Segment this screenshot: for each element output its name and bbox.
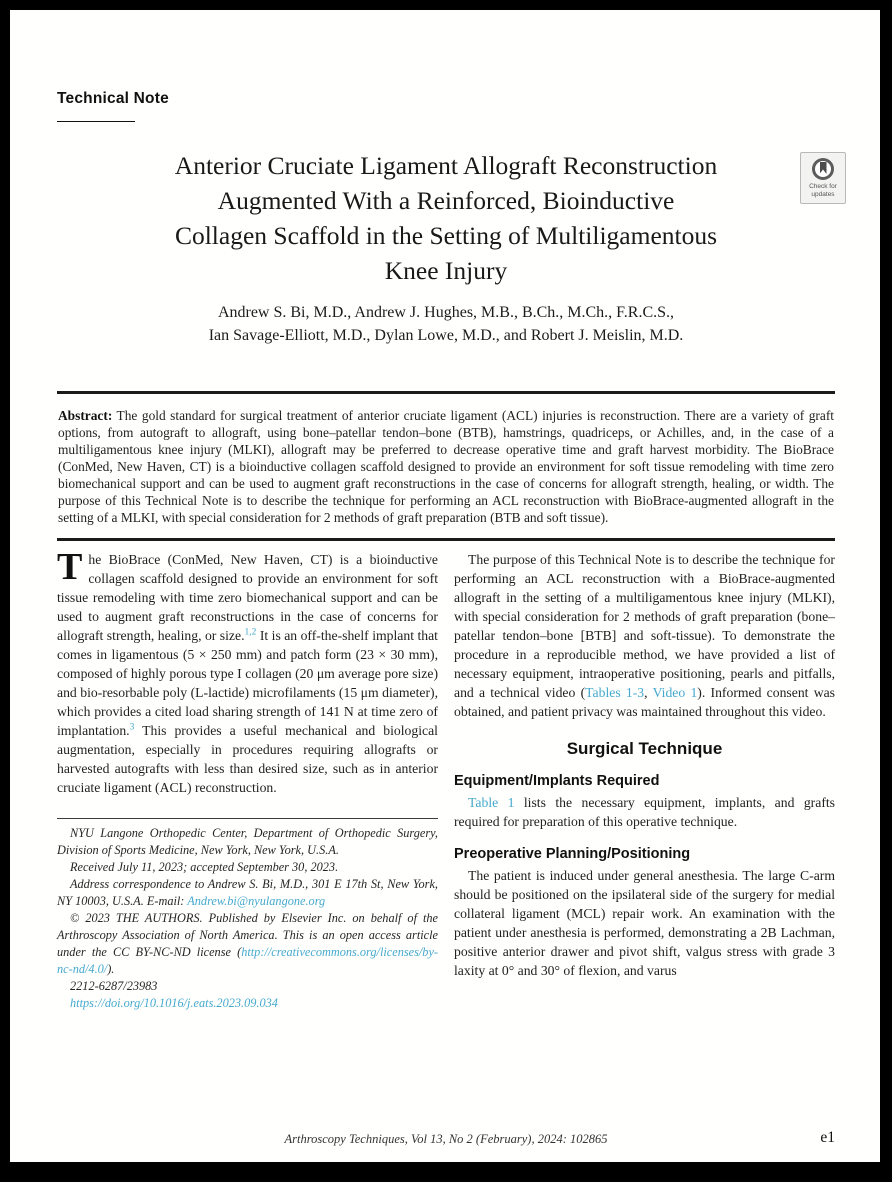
equipment-heading: Equipment/Implants Required — [454, 773, 660, 789]
purpose-text-3: ). Informed consent was obtained, and patient privacy was maintained throughout this video. — [454, 685, 835, 719]
doi-link[interactable]: https://doi.org/10.1016/j.eats.2023.09.034 — [70, 996, 278, 1010]
article-page — [10, 10, 880, 1162]
crossmark-icon — [812, 158, 834, 180]
section-label: Technical Note — [57, 90, 169, 107]
video-1-link[interactable]: Video 1 — [652, 685, 698, 700]
correspondence-text: Address correspondence to Andrew S. Bi, M.D., 301 E 17th St, New York, NY 10003, U.S.A. E-mail: — [57, 877, 438, 908]
purpose-text-2: , — [644, 685, 653, 700]
footnote-issn: 2212-6287/23983 — [70, 979, 158, 993]
title-line-3: Collagen Scaffold in the Setting of Multiligamentous — [174, 221, 718, 250]
abstract-block — [57, 391, 835, 541]
journal-citation: Arthroscopy Techniques, Vol 13, No 2 (February), 2024: 102865 — [284, 1132, 608, 1146]
footnote-affiliation: NYU Langone Orthopedic Center, Department of Orthopedic Surgery, Division of Sports Medicine, New York, New York, U.S.A. — [57, 826, 438, 857]
bookmark-icon — [820, 162, 827, 174]
page-content — [10, 10, 880, 1012]
license-link[interactable]: http://creativecommons.org/licenses/by-nc-nd/4.0/ — [57, 945, 438, 976]
abstract-label: Abstract: — [58, 408, 113, 423]
intro-text-3: This provides a useful mechanical and biological augmentation, especially in procedures requiring allografts or harvested autografts with less than desired size, such as in anterior cruciate ligament (ACL) reconstruction. — [57, 723, 438, 795]
table-1-link[interactable]: Table 1 — [468, 795, 515, 810]
badge-label-line-1: Check for — [809, 183, 837, 190]
intro-text-1: he BioBrace (ConMed, New Haven, CT) is a bioinductive collagen scaffold designed to provide an environment for soft tissue remodeling with time zero biomechanical support and can be used to augment graft reconstructions in the case of concerns for allograft strength, healing, or size. — [57, 552, 438, 643]
preop-heading: Preoperative Planning/Positioning — [454, 846, 691, 862]
abstract-text: The gold standard for surgical treatment of anterior cruciate ligament (ACL) injuries is reconstruction. There are a variety of graft options, from autograft to allograft, using bone–patellar tendon–bone (BTB), hamstrings, quadriceps, or Achilles, and, in the case of a multiligamentous knee injury (MLKI), allograft may be preferred to decrease operative time and graft harvest morbidity. The BioBrace (ConMed, New Haven, CT) is a bioinductive collagen scaffold designed to provide an environment for soft tissue remodeling with time zero biomechanical support and can be used to augment graft reconstructions in the case of concerns for allograft strength, healing, or width. The purpose of this Technical Note is to describe the technique for performing an ACL reconstruction with BioBrace-augmented allograft in the setting of a MLKI, with special consideration for 2 methods of graft preparation (BTB and soft tissue). — [58, 408, 834, 525]
check-for-updates-badge[interactable] — [800, 152, 846, 204]
intro-paragraph — [57, 546, 438, 797]
footnote-received: Received July 11, 2023; accepted September 30, 2023. — [70, 860, 339, 874]
page-number: e1 — [820, 1129, 835, 1146]
author-list — [57, 301, 835, 347]
copyright-text: © 2023 THE AUTHORS. Published by Elsevier Inc. on behalf of the Arthroscopy Association of North America. This is an open access article under the CC BY-NC-ND license ( — [57, 911, 438, 959]
article-title — [87, 148, 805, 288]
purpose-text-1: The purpose of this Technical Note is to describe the technique for performing an ACL reconstruction with a BioBrace-augmented allograft in the setting of a multiligamentous knee injury (MLKI), with special consideration for 2 methods of graft preparation (bone–patellar tendon–bone [BTB] and soft-tissue). To demonstrate the procedure in a reproducible method, we have provided a list of necessary equipment, intraoperative positioning, pearls and pitfalls, and a technical video ( — [454, 552, 835, 700]
intro-text-2: It is an off-the-shelf implant that comes in ligamentous (5 × 250 mm) and patch form (23 × 30 mm), composed of highly porous type I collagen (20 μm average pore size) and bio-resorbable poly (L-lactide) microfilaments (15 μm diameter), which provides a cited load sharing strength of 141 N at time zero of implantation. — [57, 628, 438, 738]
page-footer — [57, 1129, 835, 1147]
two-column-body — [57, 546, 836, 1012]
drop-cap: T — [57, 546, 83, 588]
footnotes-block — [57, 825, 438, 1012]
copyright-close: ). — [107, 962, 115, 976]
citation-ref-1-2[interactable]: 1,2 — [244, 627, 257, 638]
footnote-correspondence — [57, 876, 438, 910]
badge-label — [801, 183, 845, 198]
authors-line-2: Ian Savage-Elliott, M.D., Dylan Lowe, M.D., and Robert J. Meislin, M.D. — [208, 327, 684, 344]
authors-line-1: Andrew S. Bi, M.D., Andrew J. Hughes, M.B., B.Ch., M.Ch., F.R.C.S., — [217, 304, 675, 321]
email-link[interactable]: Andrew.bi@nyulangone.org — [187, 894, 326, 908]
section-underline — [57, 121, 135, 122]
footnote-divider — [57, 818, 438, 819]
preop-paragraph: The patient is induced under general anesthesia. The large C-arm should be positioned on the ipsilateral side of the surgery for medial collateral ligament (MCL) repair work. An examination with the patient under anesthesia is performed, demonstrating a 2B Lachman, positive anterior drawer and pivot shift, valgus stress with grade 3 laxity at 0° and 30° of flexion, and varus — [454, 868, 835, 978]
equipment-text: lists the necessary equipment, implants, and grafts required for preparation of this operative technique. — [454, 795, 836, 829]
footnote-copyright — [57, 910, 438, 978]
left-column — [57, 546, 438, 1012]
title-line-1: Anterior Cruciate Ligament Allograft Reconstruction — [174, 151, 718, 180]
surgical-technique-heading: Surgical Technique — [566, 739, 723, 758]
badge-label-line-2: updates — [811, 190, 835, 198]
footnote-doi — [57, 995, 438, 1012]
citation-ref-3[interactable]: 3 — [129, 722, 135, 733]
title-line-4: Knee Injury — [384, 256, 508, 285]
purpose-paragraph — [454, 550, 835, 721]
title-line-2: Augmented With a Reinforced, Bioinductive — [217, 186, 675, 215]
right-column — [454, 550, 835, 1012]
equipment-paragraph — [454, 793, 835, 831]
tables-1-3-link[interactable]: Tables 1-3 — [585, 685, 645, 700]
